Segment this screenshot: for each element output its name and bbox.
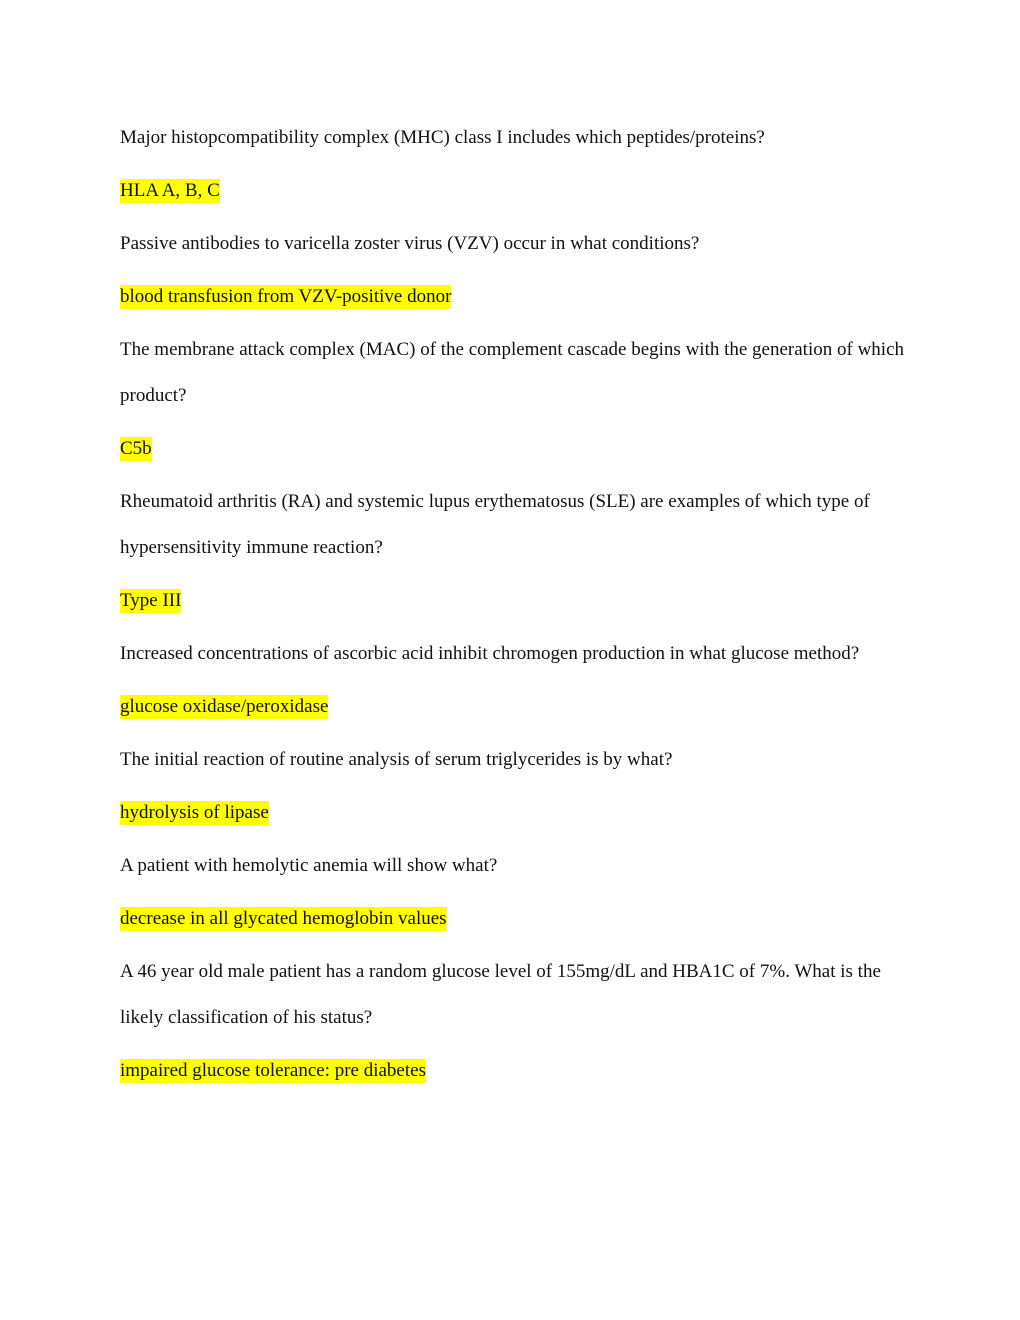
question-text: A 46 year old male patient has a random glucose level of 155mg/dL and HBA1C of 7%. What is the likely classification of his status? [120,961,881,1028]
answer-line [120,433,905,465]
question-text: Increased concentrations of ascorbic acid inhibit chromogen production in what glucose method? [120,643,860,664]
answer-line [120,281,905,313]
highlighted-answer: impaired glucose tolerance: pre diabetes [120,1060,426,1081]
question-text: A patient with hemolytic anemia will show what? [120,855,498,876]
highlighted-answer: Type III [120,590,182,611]
answer-line [120,797,905,829]
highlighted-answer: decrease in all glycated hemoglobin values [120,908,447,929]
highlighted-answer: C5b [120,438,152,459]
highlighted-answer: glucose oxidase/peroxidase [120,696,329,717]
highlighted-answer: blood transfusion from VZV-positive donor [120,286,452,307]
answer-line [120,1055,905,1087]
question-text: Rheumatoid arthritis (RA) and systemic lupus erythematosus (SLE) are examples of which type of hypersensitivity immune reaction? [120,491,870,558]
question-text: Passive antibodies to varicella zoster virus (VZV) occur in what conditions? [120,233,700,254]
answer-line [120,903,905,935]
highlighted-answer: hydrolysis of lipase [120,802,269,823]
document-body [120,115,905,1101]
answer-line [120,585,905,617]
answer-line [120,175,905,207]
answer-line [120,691,905,723]
question-text: The membrane attack complex (MAC) of the complement cascade begins with the generation of which product? [120,339,905,406]
question-text: Major histopcompatibility complex (MHC) class I includes which peptides/proteins? [120,127,765,148]
question-text: The initial reaction of routine analysis of serum triglycerides is by what? [120,749,673,770]
highlighted-answer: HLA A, B, C [120,180,220,201]
